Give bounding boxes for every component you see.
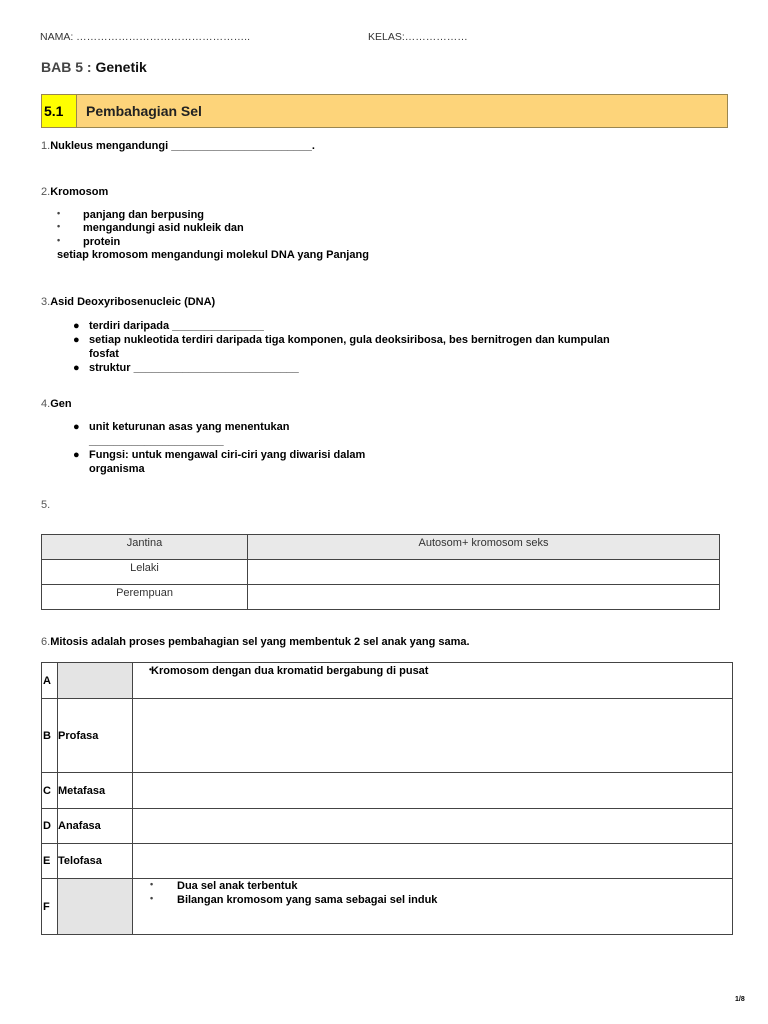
question-1 (41, 140, 315, 152)
bullet-icon: ● (73, 320, 80, 332)
table-header-autosom: Autosom+ kromosom seks (248, 535, 720, 560)
section-number: 5.1 (42, 95, 77, 127)
question-2-note: setiap kromosom mengandungi molekul DNA yang Panjang (57, 249, 369, 261)
mitosis-table (41, 662, 733, 935)
chapter-title: Genetik (95, 59, 147, 75)
stage-name: Telofasa (58, 844, 133, 879)
stage-name: Anafasa (58, 809, 133, 844)
stage-name: Metafasa (58, 773, 133, 809)
list-item-continuation: ______________________ (89, 435, 224, 447)
question-5-number: 5. (41, 499, 51, 511)
table-row (42, 879, 733, 935)
list-item-continuation: fosfat (89, 348, 119, 360)
table-answer-cell[interactable] (248, 560, 720, 585)
list-item: • mengandungi asid nukleik dan (57, 221, 244, 234)
list-item: • Dua sel anak terbentuk (150, 879, 298, 892)
table-row (42, 535, 720, 560)
bullet-icon: ● (73, 449, 80, 461)
list-item: ● struktur ___________________________ (73, 362, 299, 374)
list-item: ● Fungsi: untuk mengawal ciri-ciri yang diwarisi dalam (73, 449, 366, 461)
table-row (42, 663, 733, 699)
stage-name (58, 879, 133, 935)
table-row (42, 560, 720, 585)
question-3-title: Asid Deoxyribosenucleic (DNA) (50, 296, 216, 308)
question-6 (41, 636, 470, 648)
table-row (42, 699, 733, 773)
bullet-icon: • (150, 879, 154, 889)
stage-answer-cell[interactable] (133, 699, 733, 773)
stage-description: • Kromosom dengan dua kromatid bergabung di pusat (133, 663, 733, 699)
list-item: ● setiap nukleotida terdiri daripada tiga komponen, gula deoksiribosa, bes bernitrogen dan kumpulan (73, 334, 610, 346)
stage-answer-cell[interactable] (133, 773, 733, 809)
table-cell: Perempuan (42, 585, 248, 610)
stage-letter: D (42, 809, 58, 844)
table-cell: Lelaki (42, 560, 248, 585)
list-item-continuation: organisma (89, 463, 145, 475)
question-1-number: 1. (41, 140, 51, 152)
chapter-prefix: BAB 5 : (41, 59, 92, 75)
question-6-text: Mitosis adalah proses pembahagian sel yang membentuk 2 sel anak yang sama. (50, 636, 470, 648)
list-item: • panjang dan berpusing (57, 208, 205, 221)
bullet-icon: • (57, 221, 61, 231)
section-title: Pembahagian Sel (86, 103, 202, 119)
stage-name: Profasa (58, 699, 133, 773)
chromosome-table (41, 534, 720, 610)
bullet-icon: • (150, 893, 154, 903)
question-3 (41, 296, 215, 308)
list-item: • Bilangan kromosom yang sama sebagai sel induk (150, 893, 438, 906)
stage-description (133, 879, 733, 935)
bullet-icon: ● (73, 334, 80, 346)
table-answer-cell[interactable] (248, 585, 720, 610)
question-4-number: 4. (41, 398, 51, 410)
stage-answer-cell[interactable] (133, 809, 733, 844)
question-4-title: Gen (50, 398, 72, 410)
page-number: 1/8 (735, 996, 745, 1003)
table-row (42, 585, 720, 610)
question-4 (41, 398, 72, 410)
question-2 (41, 186, 108, 198)
table-header-jantina: Jantina (42, 535, 248, 560)
question-3-number: 3. (41, 296, 51, 308)
stage-name (58, 663, 133, 699)
stage-letter: B (42, 699, 58, 773)
chapter-heading (41, 59, 147, 75)
bullet-icon: ● (73, 421, 80, 433)
list-item: ● unit keturunan asas yang menentukan (73, 421, 290, 433)
list-item: ● terdiri daripada _______________ (73, 320, 264, 332)
stage-letter: A (42, 663, 58, 699)
question-2-number: 2. (41, 186, 51, 198)
question-6-number: 6. (41, 636, 51, 648)
nama-field: NAMA: ………………………………………….. (40, 31, 251, 43)
stage-answer-cell[interactable] (133, 844, 733, 879)
kelas-field: KELAS:……………… (368, 31, 468, 43)
question-1-text: Nukleus mengandungi _______________________. (50, 140, 315, 152)
bullet-icon: • (149, 665, 152, 674)
bullet-icon: ● (73, 362, 80, 374)
question-2-title: Kromosom (50, 186, 109, 198)
table-row (42, 809, 733, 844)
stage-letter: F (42, 879, 58, 935)
bullet-icon: • (57, 235, 61, 245)
stage-letter: C (42, 773, 58, 809)
bullet-icon: • (57, 208, 61, 218)
table-row (42, 844, 733, 879)
list-item: • protein (57, 235, 121, 248)
table-row (42, 773, 733, 809)
stage-letter: E (42, 844, 58, 879)
section-banner (41, 94, 728, 128)
